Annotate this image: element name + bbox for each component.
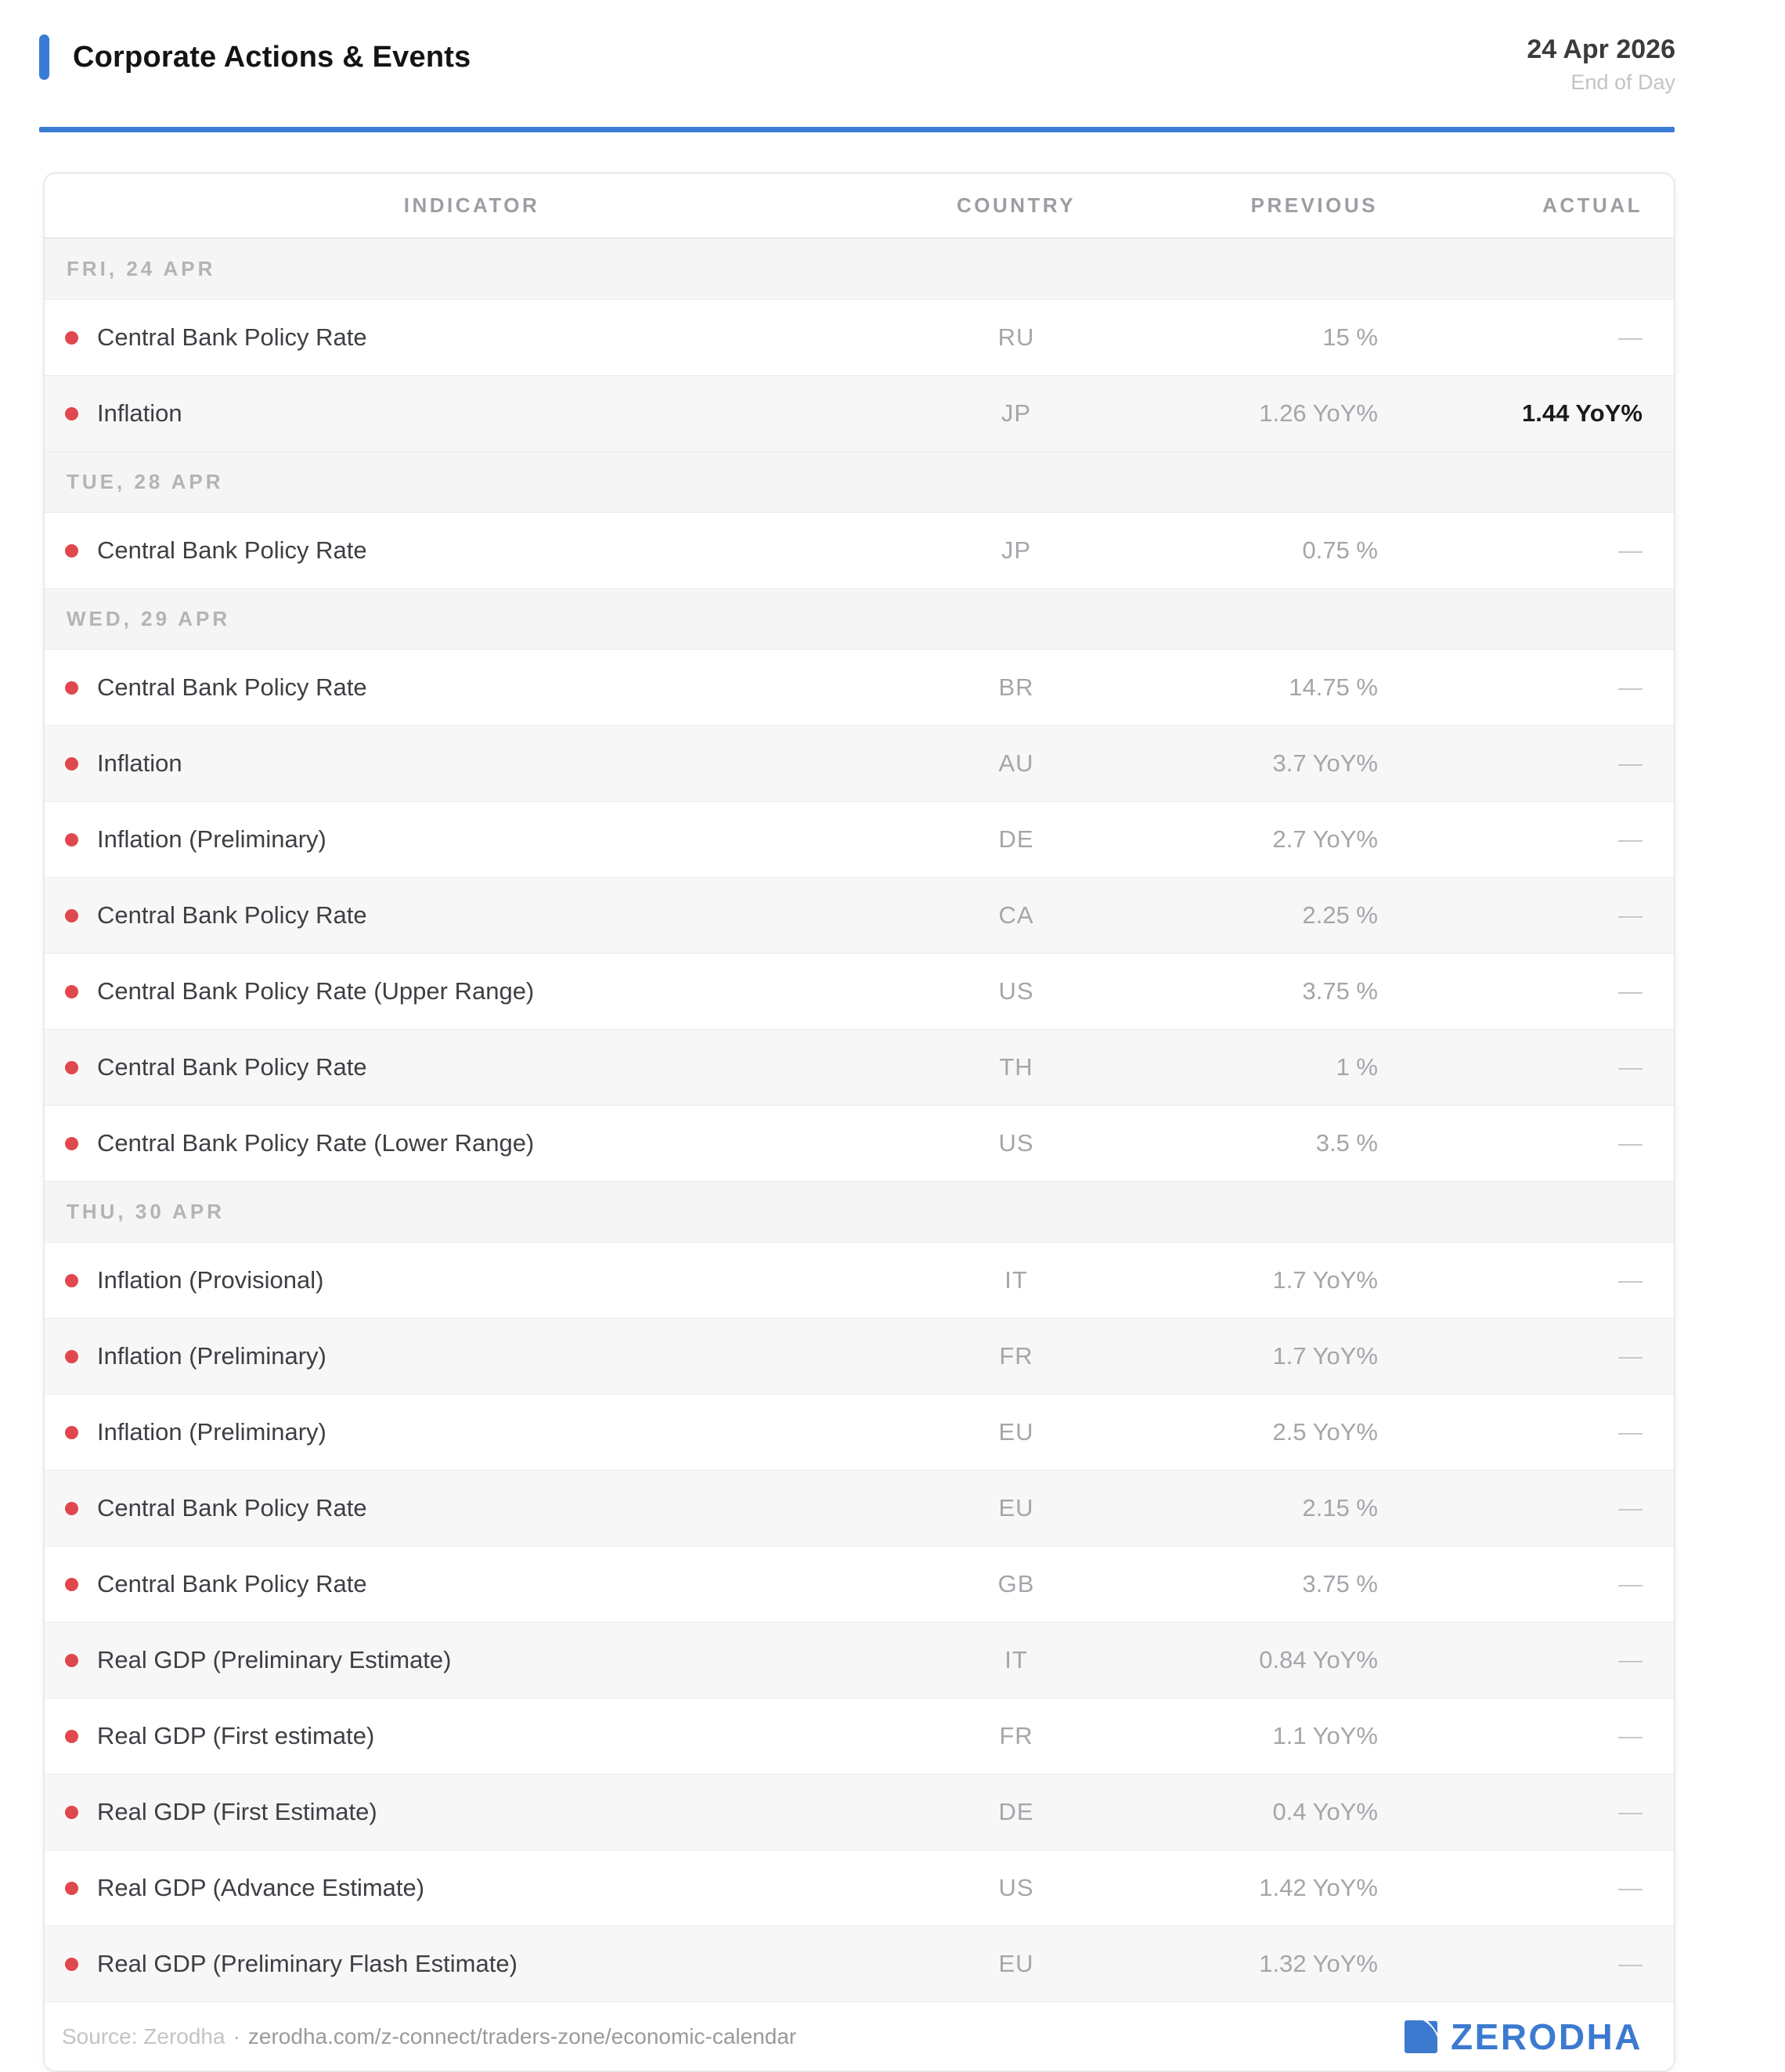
actual-value-cell: — — [1618, 749, 1643, 777]
previous-value-cell: 3.75 % — [1302, 1570, 1378, 1597]
event-dot-icon — [65, 1882, 78, 1895]
indicator-cell — [45, 1950, 899, 1978]
event-dot-icon — [65, 1806, 78, 1819]
indicator-label: Real GDP (First estimate) — [97, 1722, 375, 1749]
actual-value-cell: — — [1618, 1053, 1643, 1081]
source-line — [62, 2024, 796, 2049]
country-cell: RU — [997, 323, 1035, 351]
event-dot-icon — [65, 833, 78, 846]
column-header-previous: PREVIOUS — [1250, 193, 1378, 217]
country-cell: EU — [998, 1950, 1034, 1977]
previous-value-cell: 3.75 % — [1302, 977, 1378, 1005]
previous-value-cell: 14.75 % — [1289, 673, 1378, 701]
event-row — [45, 1029, 1674, 1105]
indicator-label: Real GDP (Preliminary Estimate) — [97, 1646, 452, 1673]
report-date: 24 Apr 2026 — [1527, 34, 1675, 64]
event-dot-icon — [65, 757, 78, 771]
country-cell: AU — [998, 749, 1034, 777]
actual-value-cell: — — [1618, 536, 1643, 564]
date-section-label: FRI, 24 APR — [67, 257, 216, 280]
actual-value-cell: — — [1618, 977, 1643, 1005]
previous-value-cell: 1.7 YoY% — [1272, 1266, 1378, 1294]
event-dot-icon — [65, 1654, 78, 1667]
previous-value-cell: 1.7 YoY% — [1272, 1342, 1378, 1370]
column-header-actual: ACTUAL — [1542, 193, 1643, 217]
indicator-cell — [45, 1053, 899, 1081]
brand-logo — [1404, 2016, 1643, 2058]
previous-value-cell: 2.15 % — [1302, 1494, 1378, 1522]
date-section-row — [45, 238, 1674, 299]
card-footer — [45, 2002, 1674, 2070]
indicator-label: Central Bank Policy Rate — [97, 1053, 367, 1081]
zerodha-kite-icon — [1404, 2020, 1438, 2053]
indicator-label: Central Bank Policy Rate (Upper Range) — [97, 977, 535, 1005]
events-table-card — [43, 172, 1675, 2072]
event-row — [45, 1318, 1674, 1394]
actual-value-cell: — — [1618, 1129, 1643, 1157]
indicator-cell — [45, 1722, 899, 1750]
event-row — [45, 801, 1674, 877]
indicator-label: Central Bank Policy Rate — [97, 1570, 367, 1597]
country-cell: EU — [998, 1494, 1034, 1522]
actual-value-cell: — — [1618, 1874, 1643, 1901]
event-row — [45, 1242, 1674, 1318]
event-dot-icon — [65, 1502, 78, 1515]
actual-value-cell: — — [1618, 1950, 1643, 1977]
event-dot-icon — [65, 909, 78, 922]
indicator-label: Central Bank Policy Rate — [97, 323, 367, 351]
event-row — [45, 1698, 1674, 1774]
indicator-label: Central Bank Policy Rate — [97, 673, 367, 701]
date-section-row — [45, 451, 1674, 512]
column-header-indicator: INDICATOR — [403, 193, 540, 217]
page-title: Corporate Actions & Events — [73, 40, 471, 74]
country-cell: IT — [1004, 1646, 1028, 1673]
country-cell: BR — [998, 673, 1034, 701]
event-dot-icon — [65, 407, 78, 421]
previous-value-cell: 2.7 YoY% — [1272, 825, 1378, 853]
date-section-row — [45, 588, 1674, 649]
country-cell: FR — [999, 1722, 1033, 1749]
event-row — [45, 1470, 1674, 1546]
country-cell: JP — [1001, 399, 1032, 427]
indicator-cell — [45, 1874, 899, 1902]
actual-value-cell: — — [1618, 825, 1643, 853]
indicator-cell — [45, 1129, 899, 1157]
date-section-label: WED, 29 APR — [67, 607, 231, 630]
indicator-label: Inflation (Preliminary) — [97, 1418, 326, 1446]
title-accent-bar — [39, 34, 49, 80]
indicator-cell — [45, 1266, 899, 1294]
country-cell: EU — [998, 1418, 1034, 1446]
country-cell: DE — [998, 825, 1034, 853]
actual-value-cell: — — [1618, 1646, 1643, 1673]
country-cell: DE — [998, 1798, 1034, 1825]
indicator-cell — [45, 673, 899, 702]
event-row — [45, 649, 1674, 725]
previous-value-cell: 1.1 YoY% — [1272, 1722, 1378, 1749]
actual-value-cell: — — [1618, 1494, 1643, 1522]
event-row — [45, 1546, 1674, 1622]
event-dot-icon — [65, 1350, 78, 1363]
event-row — [45, 725, 1674, 801]
previous-value-cell: 0.4 YoY% — [1272, 1798, 1378, 1825]
table-body — [45, 238, 1674, 2002]
indicator-label: Central Bank Policy Rate — [97, 536, 367, 564]
previous-value-cell: 3.7 YoY% — [1272, 749, 1378, 777]
header-divider — [39, 127, 1675, 132]
previous-value-cell: 3.5 % — [1315, 1129, 1378, 1157]
indicator-cell — [45, 1570, 899, 1598]
indicator-cell — [45, 1342, 899, 1370]
brand-wordmark: ZERODHA — [1451, 2016, 1643, 2057]
event-dot-icon — [65, 1061, 78, 1074]
event-row — [45, 1105, 1674, 1181]
event-row — [45, 1622, 1674, 1698]
country-cell: CA — [998, 901, 1034, 929]
actual-value-cell: — — [1618, 1570, 1643, 1597]
event-row — [45, 1850, 1674, 1926]
actual-value-cell: — — [1618, 901, 1643, 929]
indicator-label: Inflation (Provisional) — [97, 1266, 324, 1294]
indicator-cell — [45, 749, 899, 778]
event-dot-icon — [65, 1730, 78, 1743]
event-dot-icon — [65, 1426, 78, 1439]
event-dot-icon — [65, 544, 78, 558]
indicator-label: Central Bank Policy Rate — [97, 901, 367, 929]
actual-value-cell: 1.44 YoY% — [1522, 399, 1643, 427]
event-row — [45, 877, 1674, 953]
indicator-label: Real GDP (First Estimate) — [97, 1798, 377, 1825]
actual-value-cell: — — [1618, 1798, 1643, 1825]
actual-value-cell: — — [1618, 673, 1643, 701]
indicator-cell — [45, 977, 899, 1005]
date-section-label: TUE, 28 APR — [67, 470, 224, 493]
country-cell: JP — [1001, 536, 1032, 564]
event-row — [45, 512, 1674, 588]
country-cell: US — [998, 1129, 1034, 1157]
table-header-row — [45, 174, 1674, 238]
indicator-label: Central Bank Policy Rate — [97, 1494, 367, 1522]
indicator-cell — [45, 901, 899, 930]
date-section-row — [45, 1181, 1674, 1242]
event-dot-icon — [65, 1958, 78, 1971]
country-cell: FR — [999, 1342, 1033, 1370]
country-cell: GB — [997, 1570, 1035, 1597]
event-dot-icon — [65, 985, 78, 998]
source-separator: · — [233, 2023, 240, 2049]
actual-value-cell: — — [1618, 1342, 1643, 1370]
indicator-cell — [45, 536, 899, 565]
country-cell: TH — [999, 1053, 1033, 1081]
indicator-cell — [45, 1646, 899, 1674]
event-dot-icon — [65, 1578, 78, 1591]
previous-value-cell: 0.75 % — [1302, 536, 1378, 564]
actual-value-cell: — — [1618, 1266, 1643, 1294]
previous-value-cell: 1 % — [1336, 1053, 1378, 1081]
actual-value-cell: — — [1618, 1722, 1643, 1749]
report-subtitle: End of Day — [1570, 70, 1675, 94]
page-header — [39, 34, 1675, 95]
country-cell: IT — [1004, 1266, 1028, 1294]
event-row — [45, 299, 1674, 375]
country-cell: US — [998, 977, 1034, 1005]
indicator-cell — [45, 399, 899, 428]
previous-value-cell: 2.5 YoY% — [1272, 1418, 1378, 1446]
indicator-cell — [45, 825, 899, 854]
previous-value-cell: 1.26 YoY% — [1259, 399, 1378, 427]
previous-value-cell: 15 % — [1322, 323, 1378, 351]
indicator-label: Inflation — [97, 399, 182, 427]
indicator-label: Inflation — [97, 749, 182, 777]
column-header-country: COUNTRY — [956, 193, 1076, 217]
event-dot-icon — [65, 1137, 78, 1150]
event-dot-icon — [65, 331, 78, 345]
source-url: zerodha.com/z-connect/traders-zone/economic-calendar — [247, 2023, 797, 2049]
previous-value-cell: 2.25 % — [1302, 901, 1378, 929]
event-row — [45, 1926, 1674, 2002]
country-cell: US — [998, 1874, 1034, 1901]
source-label: Source: Zerodha — [62, 2023, 225, 2049]
date-section-label: THU, 30 APR — [67, 1200, 225, 1223]
event-dot-icon — [65, 681, 78, 695]
previous-value-cell: 1.42 YoY% — [1259, 1874, 1378, 1901]
indicator-label: Central Bank Policy Rate (Lower Range) — [97, 1129, 535, 1157]
indicator-label: Real GDP (Preliminary Flash Estimate) — [97, 1950, 517, 1977]
actual-value-cell: — — [1618, 323, 1643, 351]
event-row — [45, 375, 1674, 451]
actual-value-cell: — — [1618, 1418, 1643, 1446]
previous-value-cell: 0.84 YoY% — [1259, 1646, 1378, 1673]
event-row — [45, 1394, 1674, 1470]
indicator-cell — [45, 323, 899, 352]
indicator-label: Real GDP (Advance Estimate) — [97, 1874, 425, 1901]
indicator-cell — [45, 1798, 899, 1826]
indicator-cell — [45, 1494, 899, 1522]
indicator-label: Inflation (Preliminary) — [97, 1342, 326, 1370]
event-row — [45, 1774, 1674, 1850]
indicator-cell — [45, 1418, 899, 1446]
event-dot-icon — [65, 1274, 78, 1287]
event-row — [45, 953, 1674, 1029]
previous-value-cell: 1.32 YoY% — [1259, 1950, 1378, 1977]
indicator-label: Inflation (Preliminary) — [97, 825, 326, 853]
